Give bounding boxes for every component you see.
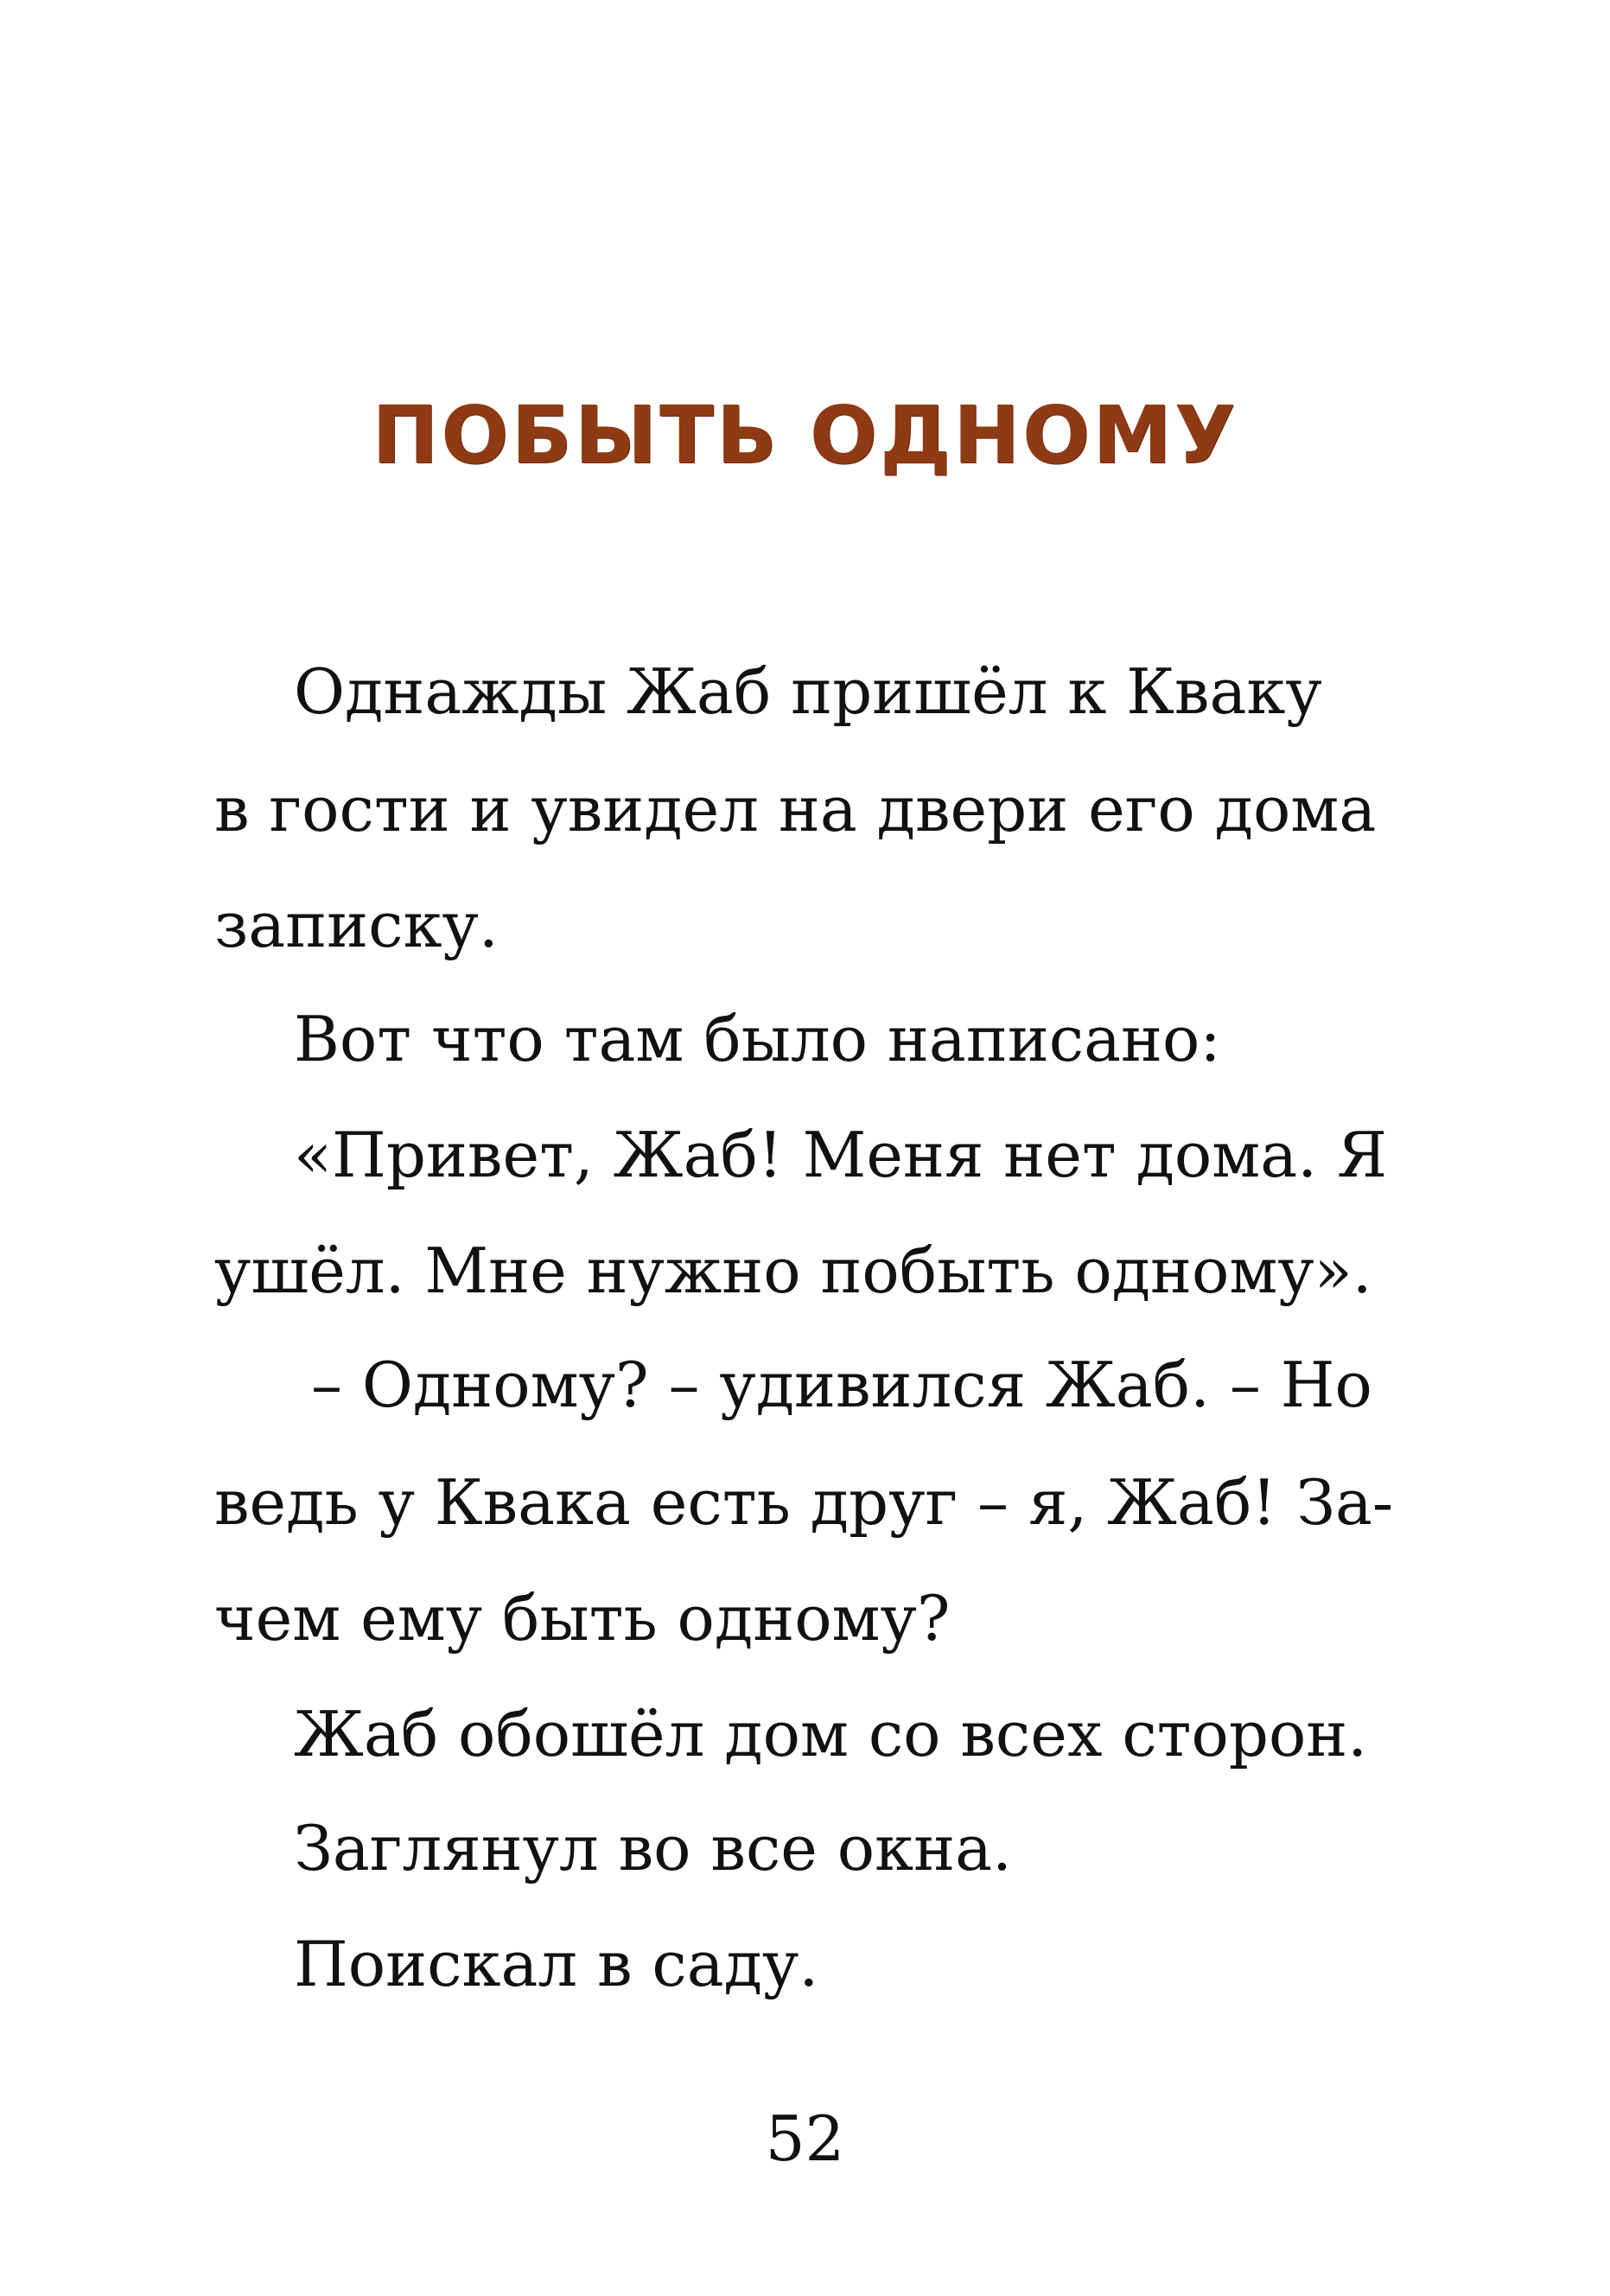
text-line: Заглянул во все окна.	[294, 1812, 1012, 1885]
text-line: «Привет, Жаб! Меня нет дома. Я	[294, 1119, 1388, 1191]
text-line: в гости и увидел на двери его дома	[214, 773, 1377, 845]
chapter-title: ПОБЫТЬ ОДНОМУ	[372, 389, 1238, 482]
text-line: Однажды Жаб пришёл к Кваку	[294, 655, 1322, 728]
text-line: Поискал в саду.	[294, 1928, 819, 2000]
page-number: 52	[765, 2102, 845, 2175]
text-line: чем ему быть одному?	[214, 1582, 951, 1655]
text-line: ушёл. Мне нужно побыть одному».	[214, 1234, 1372, 1307]
text-line: ведь у Квака есть друг – я, Жаб! За-	[214, 1466, 1394, 1539]
text-line: Жаб обошёл дом со всех сторон.	[294, 1698, 1368, 1770]
text-line: записку.	[214, 889, 499, 961]
text-line: Вот что там было написано:	[294, 1003, 1221, 1075]
text-line: – Одному? – удивился Жаб. – Но	[311, 1349, 1372, 1421]
